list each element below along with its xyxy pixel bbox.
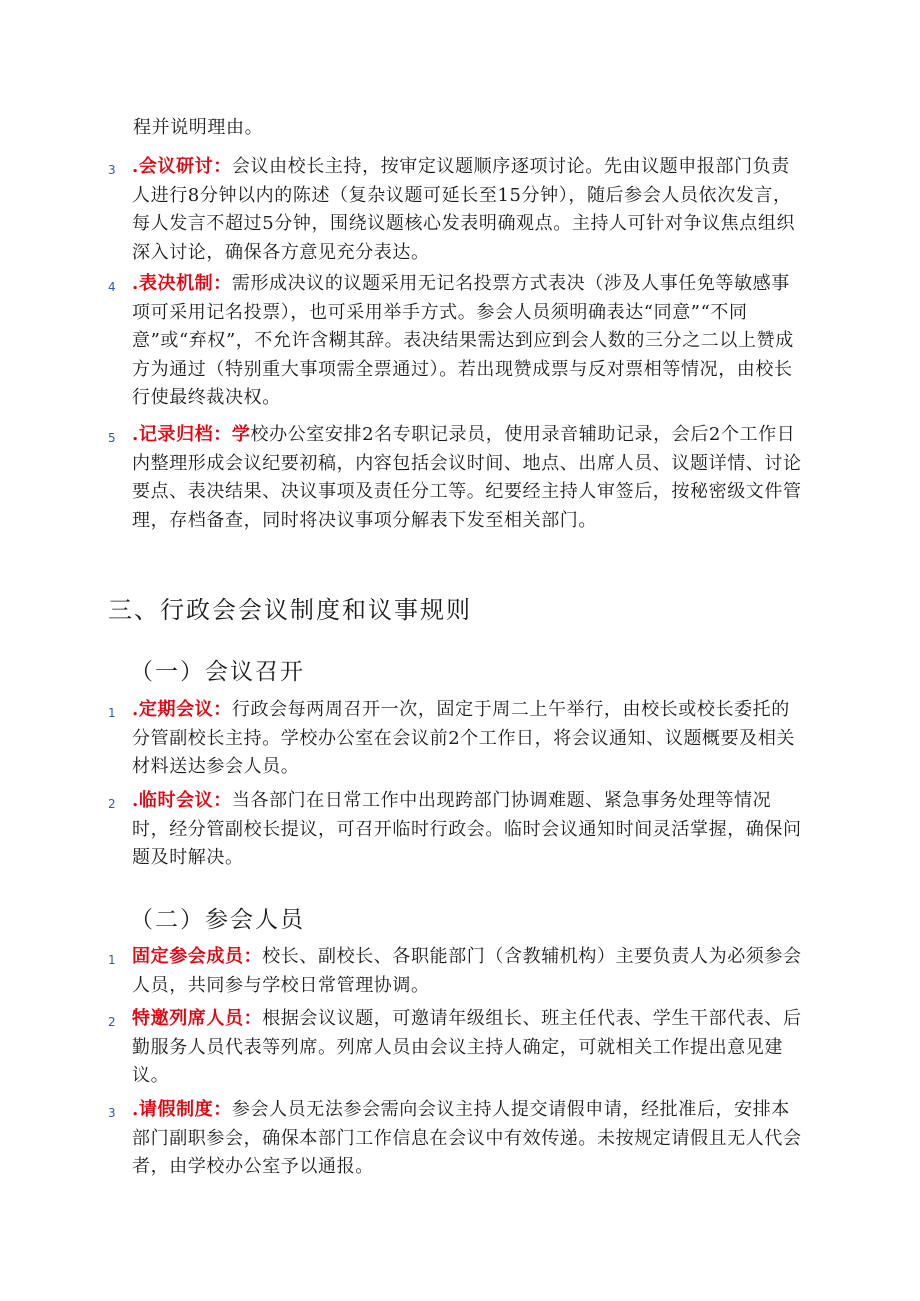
list-number: 4 [108, 280, 117, 294]
list-number: 1 [108, 706, 117, 720]
list-number: 3 [108, 1106, 117, 1120]
item-text: 会议由校长主持，按审定议题顺序逐项讨论。先由议题申报部门负责人进行8分钟以内的陈述（复杂议题可延长至15分钟），随后参会人员依次发言，每人发言不超过5分钟，围绕议题核心发表明确观点。主持人可针对争议焦点组织深入讨论，确保各方意见充分表达。 [132, 156, 796, 263]
list-dot: . [132, 156, 139, 177]
item-label: 定期会议： [138, 699, 232, 720]
list-item [108, 153, 808, 267]
item-text: 当各部门在日常工作中出现跨部门协调难题、紧急事务处理等情况时，经分管副校长提议，可召开临时行政会。临时会议通知时间灵活掌握，确保问题及时解决。 [132, 790, 802, 868]
item-label: 请假制度： [138, 1099, 232, 1120]
list-number: 5 [108, 431, 117, 445]
subsection-heading: （一）会议召开 [130, 659, 305, 685]
list-number: 3 [108, 163, 117, 177]
list-item [108, 787, 808, 873]
list-item [108, 270, 808, 413]
item-text: 校长、副校长、各职能部门（含教辅机构）主要负责人为必须参会人员，共同参与学校日常管理协调。 [132, 946, 802, 996]
list-number: 1 [108, 953, 117, 967]
list-dot: . [132, 790, 139, 811]
item-label: 表决机制： [138, 273, 232, 294]
list-dot: . [132, 424, 139, 445]
list-dot: . [132, 273, 139, 294]
list-item [108, 421, 808, 535]
list-item [108, 943, 808, 1000]
item-label: 特邀列席人员： [132, 1008, 263, 1029]
item-text: 校办公室安排2名专职记录员，使用录音辅助记录，会后2个工作日内整理形成会议纪要初稿，内容包括会议时间、地点、出席人员、议题详情、讨论要点、表决结果、决议事项及责任分工等。纪要经主持人审签后，按秘密级文件管理，存档备查，同时将决议事项分解表下发至相关部门。 [132, 424, 802, 531]
section-heading: 三、行政会会议制度和议事规则 [108, 596, 472, 624]
item-text: 行政会每两周召开一次，固定于周二上午举行，由校长或校长委托的分管副校长主持。学校办公室在会议前2个工作日，将会议通知、议题概要及相关材料送达参会人员。 [132, 699, 796, 777]
list-dot: . [132, 1099, 139, 1120]
list-item [108, 696, 808, 782]
item-label: 会议研讨： [138, 156, 232, 177]
item-label: 记录归档：学 [138, 424, 251, 445]
list-number: 2 [108, 1015, 117, 1029]
item-text: 根据会议议题，可邀请年级组长、班主任代表、学生干部代表、后勤服务人员代表等列席。列席人员由会议主持人确定，可就相关工作提出意见建议。 [132, 1008, 802, 1086]
subsection-heading: （二）参会人员 [130, 907, 305, 933]
continued-paragraph: 程并说明理由。 [133, 117, 264, 138]
list-item [108, 1005, 808, 1091]
item-text: 需形成决议的议题采用无记名投票方式表决（涉及人事任免等敏感事项可采用记名投票），也可采用举手方式。参会人员须明确表达“同意”“不同意”或“弃权”，不允许含糊其辞。表决结果需达到应到会人数的三分之二以上赞成方为通过（特别重大事项需全票通过）。若出现赞成票与反对票相等情况，由校长行使最终裁决权。 [132, 273, 794, 408]
item-label: 固定参会成员： [132, 946, 263, 967]
list-number: 2 [108, 797, 117, 811]
list-dot: . [132, 699, 139, 720]
item-text: 参会人员无法参会需向会议主持人提交请假申请，经批准后，安排本部门副职参会，确保本部门工作信息在会议中有效传递。未按规定请假且无人代会者，由学校办公室予以通报。 [132, 1099, 802, 1177]
list-item [108, 1096, 808, 1182]
item-label: 临时会议： [138, 790, 232, 811]
